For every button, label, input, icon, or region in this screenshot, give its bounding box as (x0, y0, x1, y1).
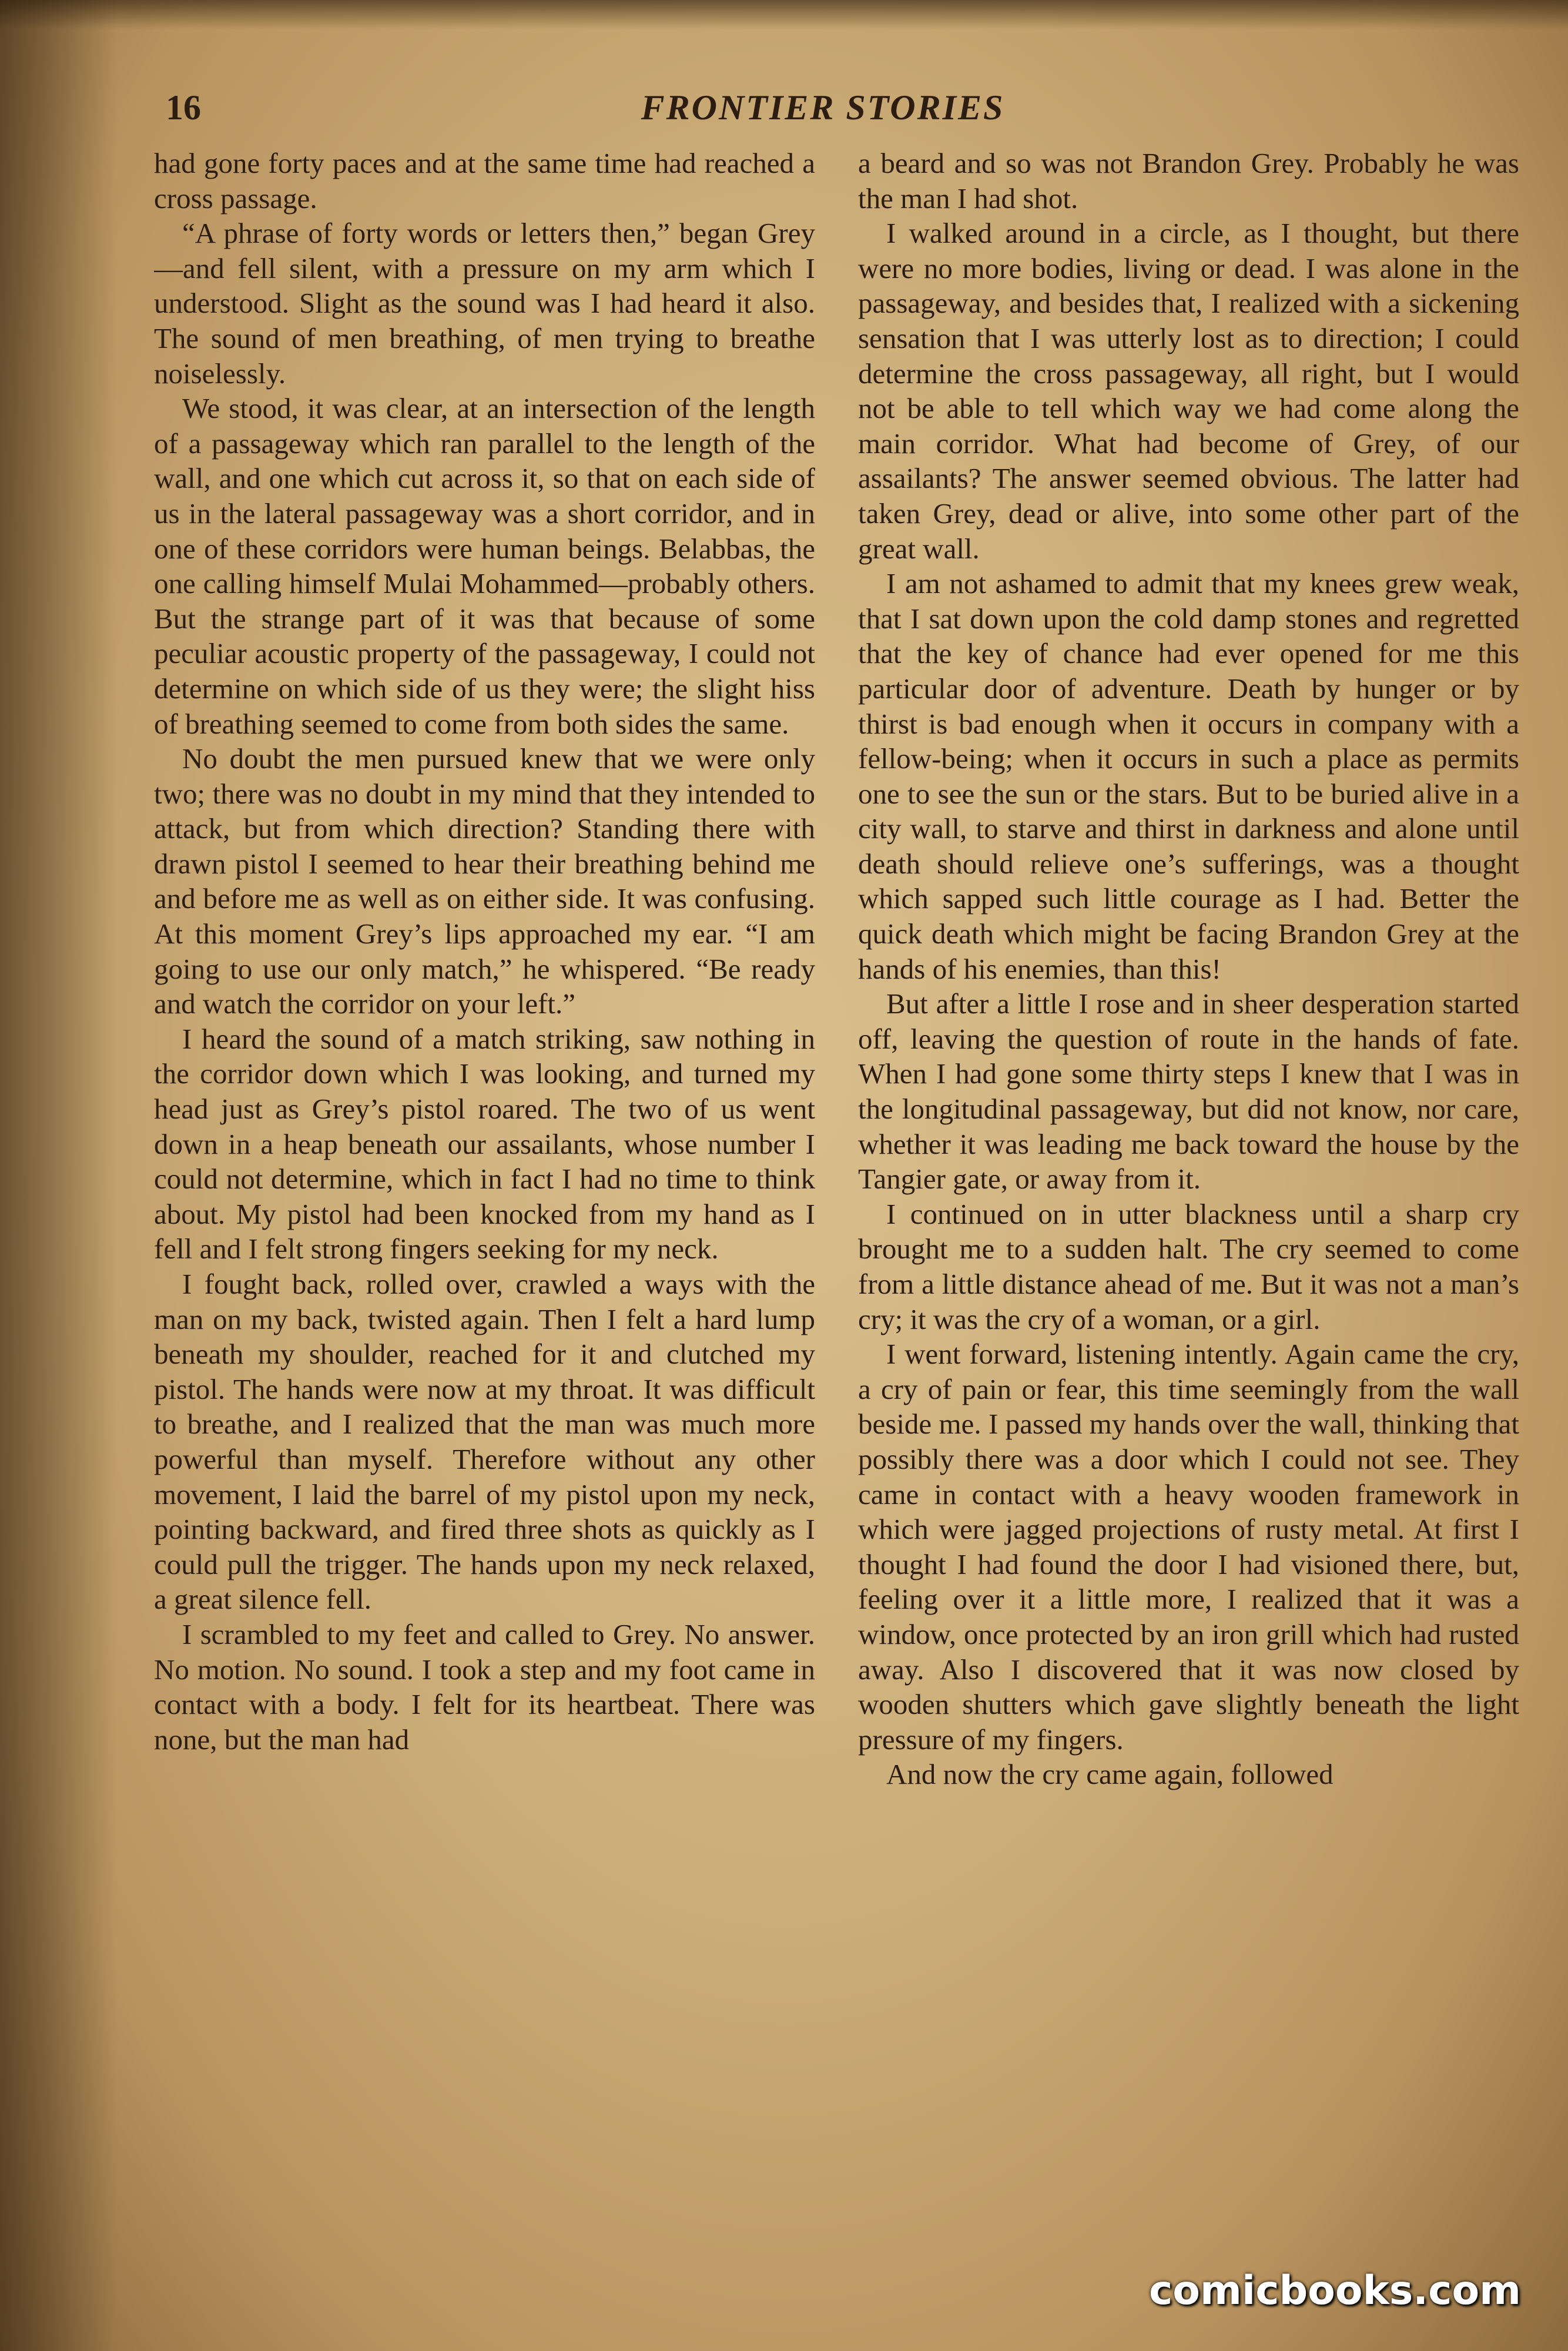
paragraph: We stood, it was clear, at an intersection of the length of a passageway which ran parallel to the length of the wall, and one which cut across it, so that on each side of us in the lateral passageway was a short corridor, and in one of these corridors were human beings. Belabbas, the one calling himself Mulai Mohammed—probably others. But the strange part of it was that because of some peculiar acoustic property of the passageway, I could not determine on which side of us they were; the slight hiss of breathing seemed to come from both sides the same. (154, 392, 815, 740)
paragraph: “A phrase of forty words or letters then,” began Grey—and fell silent, with a pressure on my arm which I understood. Slight as the sound was I had heard it also. The sound of men breathing, of men trying to breathe noiselessly. (154, 217, 815, 390)
paragraph: No doubt the men pursued knew that we were only two; there was no doubt in my mind that they intended to attack, but from which direction? Standing there with drawn pistol I seemed to hear their breathing behind me and before me as well as on either side. It was confusing. At this moment Grey’s lips approached my ear. “I am going to use our only match,” he whispered. “Be ready and watch the corridor on your left.” (154, 742, 815, 1020)
paragraph: I heard the sound of a match striking, saw nothing in the corridor down which I was looking, and turned my head just as Grey’s pistol roared. The two of us went down in a heap beneath our assailants, whose number I could not determine, which in fact I had no time to think about. My pistol had been knocked from my hand as I fell and I felt strong fingers seeking for my neck. (154, 1022, 815, 1265)
paragraph: I continued on in utter blackness until a sharp cry brought me to a sudden halt. The cry seemed to come from a little distance ahead of me. But it was not a man’s cry; it was the cry of a woman, or a girl. (858, 1197, 1519, 1335)
text-column-left (154, 146, 815, 2291)
page-shadow-top (0, 0, 1568, 29)
paragraph: I am not ashamed to admit that my knees grew weak, that I sat down upon the cold damp stones and regretted that the key of chance had ever opened for me this particular door of adventure. Death by hunger or by thirst is bad enough when it occurs in company with a fellow-being; when it occurs in such a place as permits one to see the sun or the stars. But to be buried alive in a city wall, to starve and thirst in darkness and alone until death should relieve one’s sufferings, was a thought which sapped such little courage as I had. Better the quick death which might be facing Brandon Grey at the hands of his enemies, than this! (858, 567, 1519, 985)
paragraph: had gone forty paces and at the same time had reached a cross passage. (154, 147, 815, 215)
running-title: FRONTIER STORIES (641, 88, 1005, 127)
page-shadow-left (0, 0, 118, 2351)
page-number: 16 (166, 88, 201, 127)
paragraph: I went forward, listening intently. Again came the cry, a cry of pain or fear, this time seemingly from the wall beside me. I passed my hands over the wall, thinking that possibly there was a door which I could not see. They came in contact with a heavy wooden framework in which were jagged projections of rusty metal. At first I thought I had found the door I had visioned there, but, feeling over it a little more, I realized that it was a window, once protected by an iron grill which had rusted away. Also I discovered that it was now closed by wooden shutters which gave slightly beneath the light pressure of my fingers. (858, 1338, 1519, 1756)
site-watermark: comicbooks.com (1149, 2268, 1522, 2314)
paragraph: I scrambled to my feet and called to Grey. No answer. No motion. No sound. I took a step and my foot came in contact with a body. I felt for its heartbeat. There was none, but the man had (154, 1617, 815, 1756)
paragraph: But after a little I rose and in sheer desperation started off, leaving the question of route in the hands of fate. When I had gone some thirty steps I knew that I was in the longitudinal passageway, but did not know, nor care, whether it was leading me back toward the house by the Tangier gate, or away from it. (858, 987, 1519, 1195)
paragraph: I walked around in a circle, as I thought, but there were no more bodies, living or dead. I was alone in the passageway, and besides that, I realized with a sickening sensation that I was utterly lost as to direction; I could determine the cross passageway, all right, but I would not be able to tell which way we had come along the main corridor. What had become of Grey, of our assailants? The answer seemed obvious. The latter had taken Grey, dead or alive, into some other part of the great wall. (858, 217, 1519, 565)
paragraph: And now the cry came again, followed (886, 1758, 1334, 1791)
paragraph: I fought back, rolled over, crawled a ways with the man on my back, twisted again. Then I felt a hard lump beneath my shoulder, reached for it and clutched my pistol. The hands were now at my throat. It was difficult to breathe, and I realized that the man was much more powerful than myself. Therefore without any other movement, I laid the barrel of my pistol upon my neck, pointing backward, and fired three shots as quickly as I could pull the trigger. The hands upon my neck relaxed, a great silence fell. (154, 1268, 815, 1616)
text-column-right (858, 146, 1519, 2291)
paragraph: a beard and so was not Brandon Grey. Probably he was the man I had shot. (858, 147, 1519, 215)
